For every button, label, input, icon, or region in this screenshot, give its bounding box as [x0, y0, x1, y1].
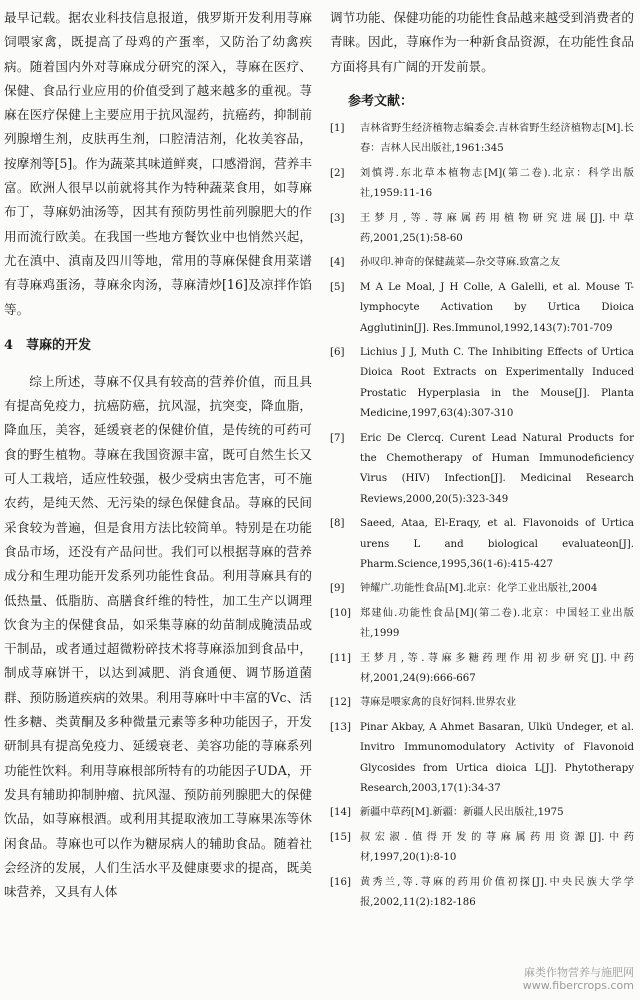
- reference-number: [9]: [330, 583, 345, 595]
- reference-text: Saeed, Ataa, El-Eraqy, et al. Flavonoids of Urtica urens L and biological evaluateon[J]. Pharm.Science,1995,36(1-6):415-427: [360, 518, 634, 571]
- reference-number: [7]: [330, 432, 345, 444]
- reference-number: [6]: [330, 346, 345, 358]
- reference-item: [330, 604, 634, 645]
- section-title: 荨麻的开发: [26, 337, 92, 353]
- section-number: 4: [4, 337, 14, 353]
- reference-number: [12]: [330, 697, 351, 709]
- reference-number: [4]: [330, 257, 345, 269]
- reference-text: M A Le Moal, J H Colle, A Galelli, et al. Mouse T-lymphocyte Activation by Urtica Dioica Agglutinin[J]. Res.Immunol,1992,143(7):701-709: [360, 281, 634, 334]
- body-paragraph-2: 综上所述，荨麻不仅具有较高的营养价值，而且具有提高免疫力，抗癌防癌，抗风湿，抗突变，降血脂，降血压，美容，延缓衰老的保健价值，是传统的可药可食的野生植物。荨麻在我国资源丰富，既可自然生长又可人工栽培，适应性较强，极少受病虫害危害，可不施农药，是纯天然、无污染的绿色保健食品。荨麻的民间采食较为普遍，但是食用方法比较简单。特别是在功能食品市场，还没有产品问世。我们可以根据荨麻的营养成分和生理功能开发系列功能性食品。利用荨麻具有的低热量、低脂肪、高膳食纤维的特性，加工生产以调理饮食为主的保健食品，如采集荨麻的幼苗制成腌渍品或干制品，或者通过超微粉碎技术将荨麻添加到食品中，制成荨麻饼干，以达到减肥、消食通便、调节肠道菌群、预防肠道疾病的效果。利用荨麻叶中丰富的Vc、活性多糖、类黄酮及多种微量元素等多种功能因子，开发研制具有提高免疫力、延缓衰老、美容功能的荨麻系列功能性饮料。利用荨麻根部所特有的功能因子UDA，开发具有辅助抑制肿瘤、抗风湿、预防前列腺肥大的保健饮品，如荨麻根酒。或利用其提取液加工荨麻果冻等休闲食品。荨麻也可以作为糖尿病人的辅助食品。随着社会经济的发展，人们生活水平及健康要求的提高，既美味营养，又具有人体: [4, 373, 312, 900]
- watermark: [523, 966, 634, 992]
- reference-item: [330, 718, 634, 800]
- reference-item: [330, 803, 634, 823]
- reference-number: [2]: [330, 167, 345, 179]
- references-title: 参考文献：: [348, 93, 414, 109]
- reference-text: Eric De Clercq. Curent Lead Natural Products for the Chemotherapy of Human Immunodeficiency Virus (HIV) Infection[J]. Medicinal Research Reviews,2000,20(5):323-349: [360, 432, 634, 505]
- reference-number: [15]: [330, 831, 351, 843]
- reference-text: 荨麻是喂家禽的良好饲料.世界农业: [360, 697, 517, 709]
- reference-item: [330, 693, 634, 713]
- reference-item: [330, 253, 634, 273]
- reference-item: [330, 164, 634, 205]
- section-heading: [4, 334, 312, 358]
- reference-item: [330, 828, 634, 869]
- reference-text: 新疆中草药[M].新疆：新疆人民出版社,1975: [360, 807, 564, 819]
- right-column: [330, 6, 634, 918]
- reference-text: 孙叹印.神奇的保健蔬菜—杂交荨麻.致富之友: [360, 257, 561, 269]
- watermark-line-2: www.fibercrops.com: [522, 979, 634, 992]
- reference-item: [330, 649, 634, 690]
- reference-item: [330, 343, 634, 425]
- reference-number: [11]: [330, 652, 351, 664]
- reference-text: 刘慎谔.东北草本植物志[M](第二卷).北京：科学出版社,1959:11-16: [360, 167, 634, 200]
- reference-text: 吉林省野生经济植物志编委会.吉林省野生经济植物志[M].长春：吉林人民出版社,1961:345: [360, 122, 634, 155]
- reference-text: 王梦月,等.荨麻属药用植物研究进展[J].中草药,2001,25(1):58-60: [360, 212, 634, 244]
- body-paragraph-3: 调节功能、保健功能的功能性食品越来越受到消费者的青睐。因此，荨麻作为一种新食品资源，在功能性食品方面将具有广阔的开发前景。: [330, 10, 634, 74]
- reference-item: [330, 209, 634, 250]
- reference-number: [14]: [330, 807, 351, 819]
- left-column: [4, 6, 312, 904]
- reference-item: [330, 119, 634, 160]
- reference-text: 钟耀广.功能性食品[M].北京：化学工业出版社,2004: [360, 583, 598, 595]
- reference-text: Lichius J J, Muth C. The Inhibiting Effects of Urtica Dioica Root Extracts on Experimentally Induced Prostatic Hyperplasia in the Mouse[J]. Planta Medicine,1997,63(4):307-310: [360, 346, 634, 420]
- reference-item: [330, 278, 634, 339]
- reference-number: [13]: [330, 721, 351, 733]
- reference-text: 叔宏淑.值得开发的荨麻属药用资源[J].中药材,1997,20(1):8-10: [360, 831, 634, 864]
- reference-item: [330, 873, 634, 914]
- reference-number: [8]: [330, 518, 345, 530]
- watermark-line-1: 麻类作物营养与施肥网: [524, 966, 634, 979]
- reference-text: 王梦月,等.荨麻多糖药理作用初步研究[J].中药材,2001,24(9):666-667: [360, 652, 634, 685]
- reference-text: 黄秀兰,等.荨麻的药用价值初探[J].中央民族大学学报,2002,11(2):182-186: [360, 876, 634, 909]
- reference-list: [330, 119, 634, 914]
- reference-number: [16]: [330, 876, 351, 888]
- reference-number: [5]: [330, 281, 345, 293]
- reference-number: [3]: [330, 212, 345, 224]
- reference-item: [330, 514, 634, 575]
- reference-text: 郑建仙.功能性食品[M](第二卷).北京：中国轻工业出版社,1999: [360, 607, 634, 640]
- reference-item: [330, 429, 634, 511]
- reference-number: [10]: [330, 607, 351, 619]
- body-paragraph-1: 最早记载。据农业科技信息报道，俄罗斯开发利用荨麻饲喂家禽，既提高了母鸡的产蛋率，又防治了幼禽疾病。随着国内外对荨麻成分研究的深入，荨麻在医疗、保健、食品行业应用的价值受到了越来越多的重视。荨麻在医疗保健上主要应用于抗风湿药，抗癌药，抑制前列腺增生剂，皮肤再生剂，口腔清洁剂，化妆美容品，按摩剂等[5]。作为蔬菜其味道鲜爽，口感滑润，营养丰富。欧洲人很早以前就将其作为特种蔬菜食用，如荨麻布丁，荨麻奶油汤等，因其有预防男性前列腺肥大的作用而流行欧美。在我国一些地方餐饮业中也悄然兴起，尤在滇中、滇南及四川等地，常用的荨麻保健食用菜谱有荨麻鸡蛋汤，荨麻氽肉汤，荨麻清炒[16]及凉拌作馅等。: [4, 10, 312, 317]
- reference-item: [330, 579, 634, 599]
- reference-number: [1]: [330, 122, 345, 134]
- reference-text: Pinar Akbay, A Ahmet Basaran, Ulkü Undeger, et al. Invitro Immunomodulatory Activity of Flavonoid Glycosides from Urtica dioica L[J]. Phytotherapy Research,2003,17(1):34-37: [360, 721, 634, 795]
